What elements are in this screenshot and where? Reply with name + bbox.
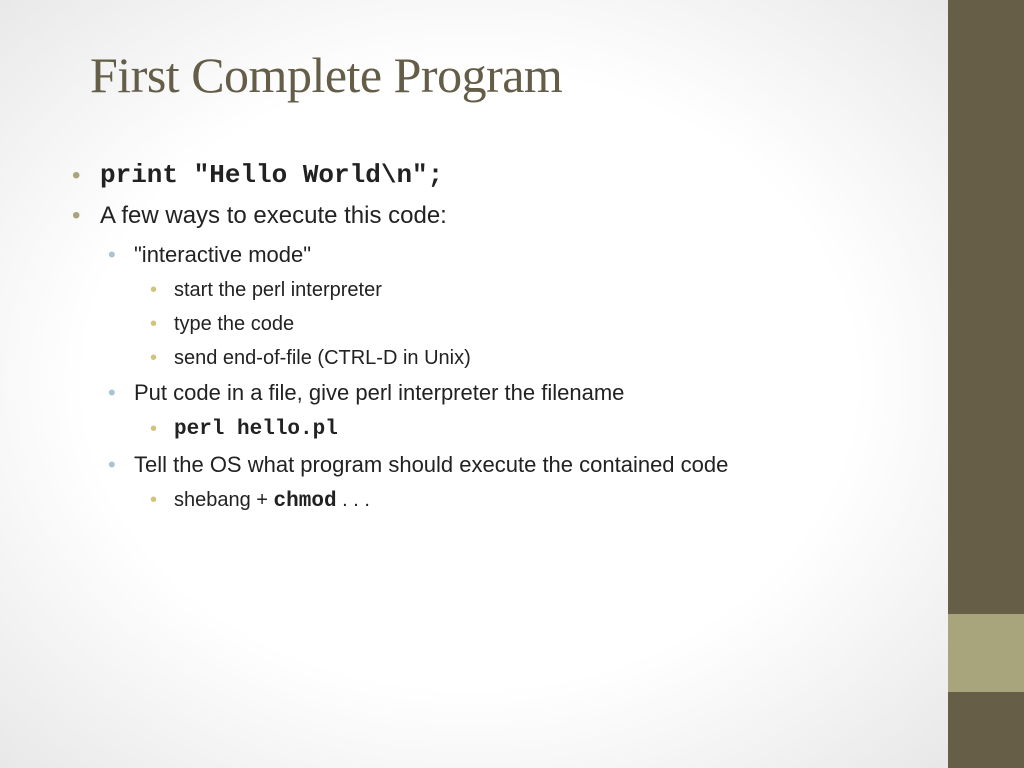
bullet-text: Tell the OS what program should execute the contained code — [134, 452, 729, 477]
sidebar-decoration — [948, 0, 1024, 768]
sidebar-accent-block — [948, 614, 1024, 692]
bullet-marker: • — [108, 380, 116, 405]
bullet-marker: • — [150, 347, 158, 369]
bullet-marker: • — [150, 418, 158, 440]
sidebar-dark-block — [948, 0, 1024, 614]
bullet-marker: • — [150, 313, 158, 335]
code-chmod: chmod — [273, 490, 337, 513]
bullet-marker: • — [72, 202, 81, 229]
bullet-marker: • — [108, 242, 116, 267]
bullet-text: send end-of-file (CTRL-D in Unix) — [174, 347, 471, 369]
bullet-marker: • — [72, 162, 81, 189]
bullet-text: start the perl interpreter — [174, 279, 382, 301]
bullet-marker: • — [150, 489, 158, 511]
bullet-text: A few ways to execute this code: — [100, 202, 447, 229]
sidebar-dark-block-bottom — [948, 692, 1024, 768]
bullet-marker: • — [150, 279, 158, 301]
bullet-text: "interactive mode" — [134, 242, 312, 267]
bullet-text-composite — [174, 489, 370, 513]
bullet-text: type the code — [174, 313, 295, 335]
bullet-text: Put code in a file, give perl interpreter the filename — [134, 380, 625, 405]
bullet-text-ellipsis: . . . — [336, 489, 370, 511]
code-print-hello-world: print "Hello World\n"; — [100, 160, 444, 190]
bullet-marker: • — [108, 452, 116, 477]
code-perl-hello-pl: perl hello.pl — [174, 418, 338, 441]
bullet-text: shebang + — [174, 489, 274, 511]
slide-title: First Complete Program — [90, 47, 563, 103]
